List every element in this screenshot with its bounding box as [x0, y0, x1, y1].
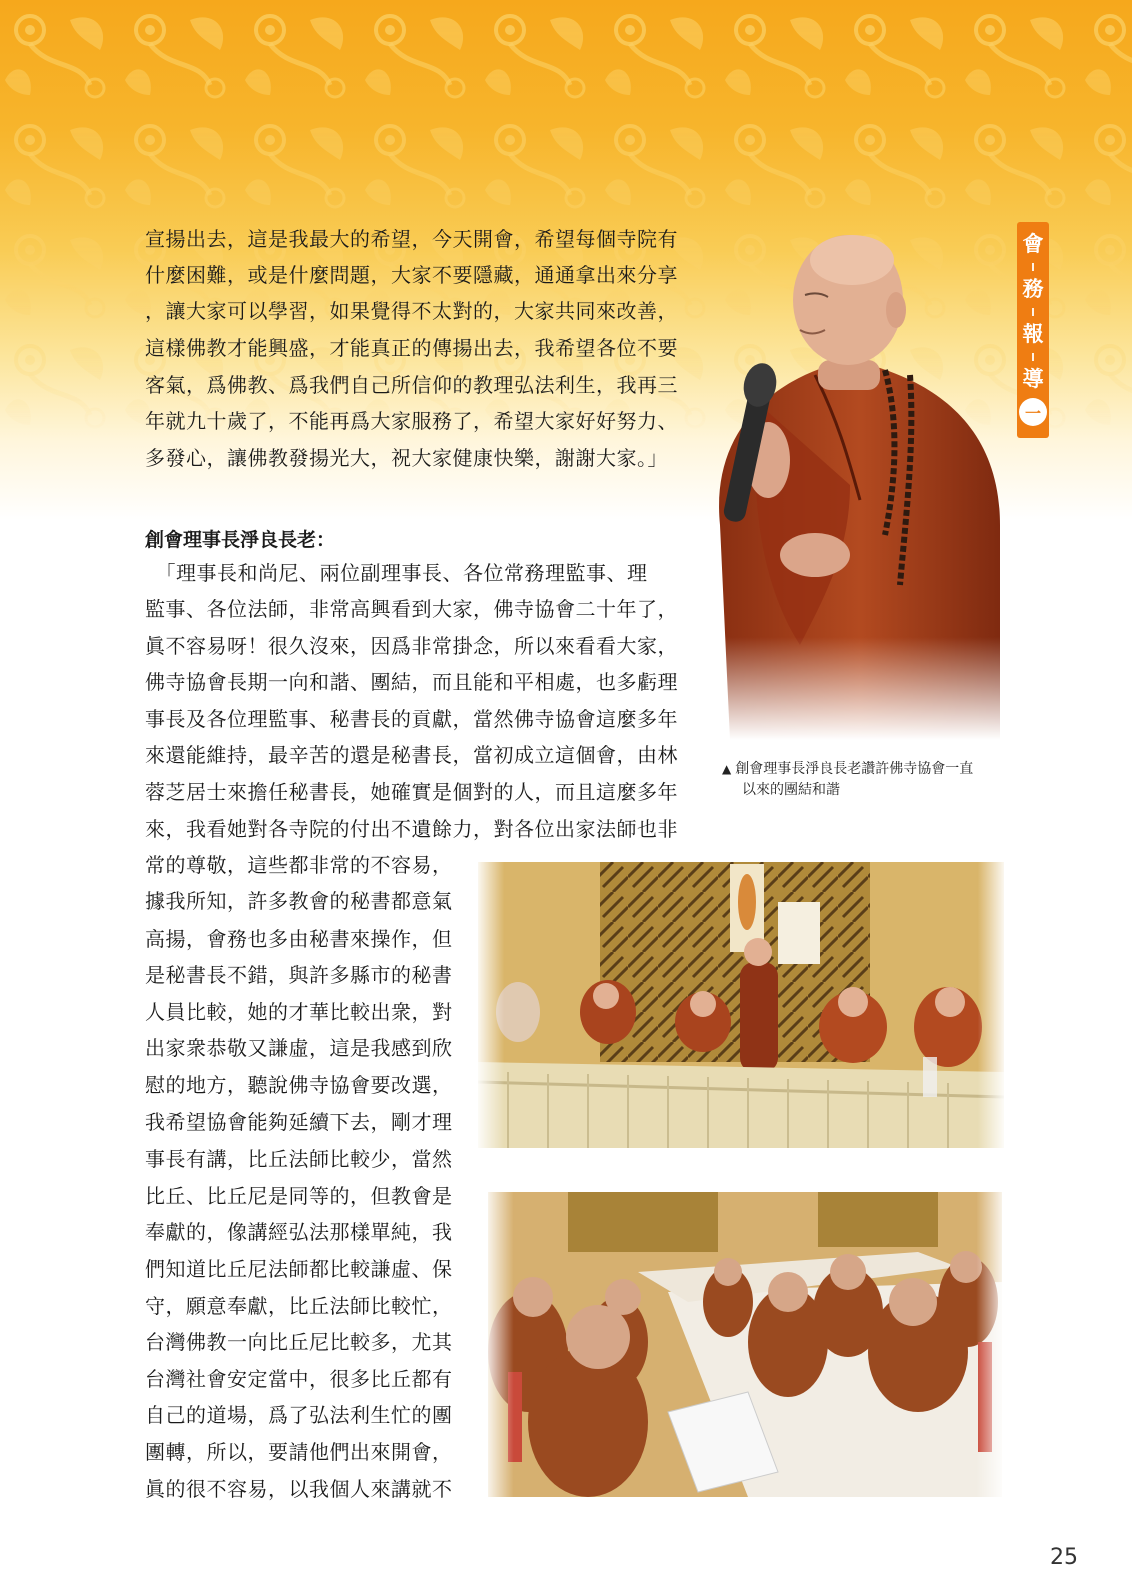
body-line: 眞不容易呀！很久沒來，因爲非常掛念，所以來看看大家，: [145, 634, 678, 658]
body-line: 是秘書長不錯，與許多縣市的秘書: [145, 963, 453, 987]
body-line: 來，我看她對各寺院的付出不遺餘力，對各位出家法師也非: [145, 817, 678, 841]
section-heading: 創會理事長淨良長老：: [145, 529, 336, 551]
tab-separator: [1032, 353, 1034, 361]
body-line: 蓉芝居士來擔任秘書長，她確實是個對的人，而且這麼多年: [145, 780, 678, 804]
body-line: 們知道比丘尼法師都比較謙虛、保: [145, 1257, 453, 1281]
head-table-meeting-photo: [478, 862, 1004, 1148]
body-line: 事長有講，比丘法師比較少，當然: [145, 1147, 453, 1171]
caption-line-2: 以來的團結和諧: [742, 782, 840, 798]
body-line: 什麼困難，或是什麼問題，大家不要隱藏，通通拿出來分享: [145, 263, 678, 287]
tab-separator: [1032, 308, 1034, 316]
body-line: 常的尊敬，這些都非常的不容易，: [145, 853, 453, 877]
body-line: 監事、各位法師，非常高興看到大家，佛寺協會二十年了，: [145, 597, 678, 621]
tab-char-4: 導: [1022, 367, 1044, 391]
body-line: 高揚，會務也多由秘書來操作，但: [145, 927, 453, 951]
body-line: 人員比較，她的才華比較出衆，對: [145, 1000, 453, 1024]
body-line: 台灣佛教一向比丘尼比較多，尤其: [145, 1330, 453, 1354]
tab-number-badge: 一: [1019, 398, 1047, 426]
body-line: 團轉，所以，要請他們出來開會，: [145, 1440, 453, 1464]
tab-char-2: 務: [1022, 277, 1044, 301]
body-line: 比丘、比丘尼是同等的，但教會是: [145, 1184, 453, 1208]
attendees-meeting-photo: [488, 1192, 1002, 1497]
body-line: 自己的道場，爲了弘法利生忙的團: [145, 1403, 453, 1427]
caption-marker-icon: ▲: [722, 762, 732, 776]
caption-line-1: 創會理事長淨良長老讚許佛寺協會一直: [735, 761, 974, 777]
body-line: ，讓大家可以學習，如果覺得不太對的，大家共同來改善，: [145, 299, 678, 323]
body-line: 來還能維持，最辛苦的還是秘書長，當初成立這個會，由林: [145, 743, 678, 767]
photo-caption: [722, 759, 1022, 801]
body-line: 我希望協會能夠延續下去，剛才理: [145, 1110, 453, 1134]
body-line: 慰的地方，聽說佛寺協會要改選，: [145, 1073, 453, 1097]
body-line: 守，願意奉獻，比丘法師比較忙，: [145, 1294, 453, 1318]
body-line: 佛寺協會長期一向和諧、團結，而且能和平相處，也多虧理: [145, 670, 678, 694]
body-line: 台灣社會安定當中，很多比丘都有: [145, 1367, 453, 1391]
elder-monk-portrait-photo: [700, 225, 1005, 740]
body-line: 客氣，爲佛教、爲我們自己所信仰的教理弘法利生，我再三: [145, 373, 678, 397]
body-line: 據我所知，許多教會的秘書都意氣: [145, 889, 453, 913]
body-line: 出家衆恭敬又謙虛，這是我感到欣: [145, 1036, 453, 1060]
body-line: 眞的很不容易，以我個人來講就不: [145, 1477, 453, 1501]
body-line: 「理事長和尚尼、兩位副理事長、各位常務理監事、理: [145, 561, 648, 585]
tab-separator: [1032, 263, 1034, 271]
body-line: 事長及各位理監事、秘書長的貢獻，當然佛寺協會這麼多年: [145, 707, 678, 731]
body-line: 多發心，讓佛教發揚光大，祝大家健康快樂，謝謝大家。」: [145, 446, 668, 470]
tab-char-1: 會: [1022, 232, 1044, 256]
tab-char-3: 報: [1022, 322, 1044, 346]
body-line: 這樣佛教才能興盛，才能真正的傳揚出去，我希望各位不要: [145, 336, 678, 360]
body-line: 奉獻的，像講經弘法那樣單純，我: [145, 1220, 453, 1244]
section-tab: [1017, 222, 1049, 438]
page-number: 25: [1050, 1545, 1078, 1570]
body-line: 年就九十歲了，不能再爲大家服務了，希望大家好好努力、: [145, 409, 678, 433]
body-line: 宣揚出去，這是我最大的希望，今天開會，希望每個寺院有: [145, 227, 678, 251]
